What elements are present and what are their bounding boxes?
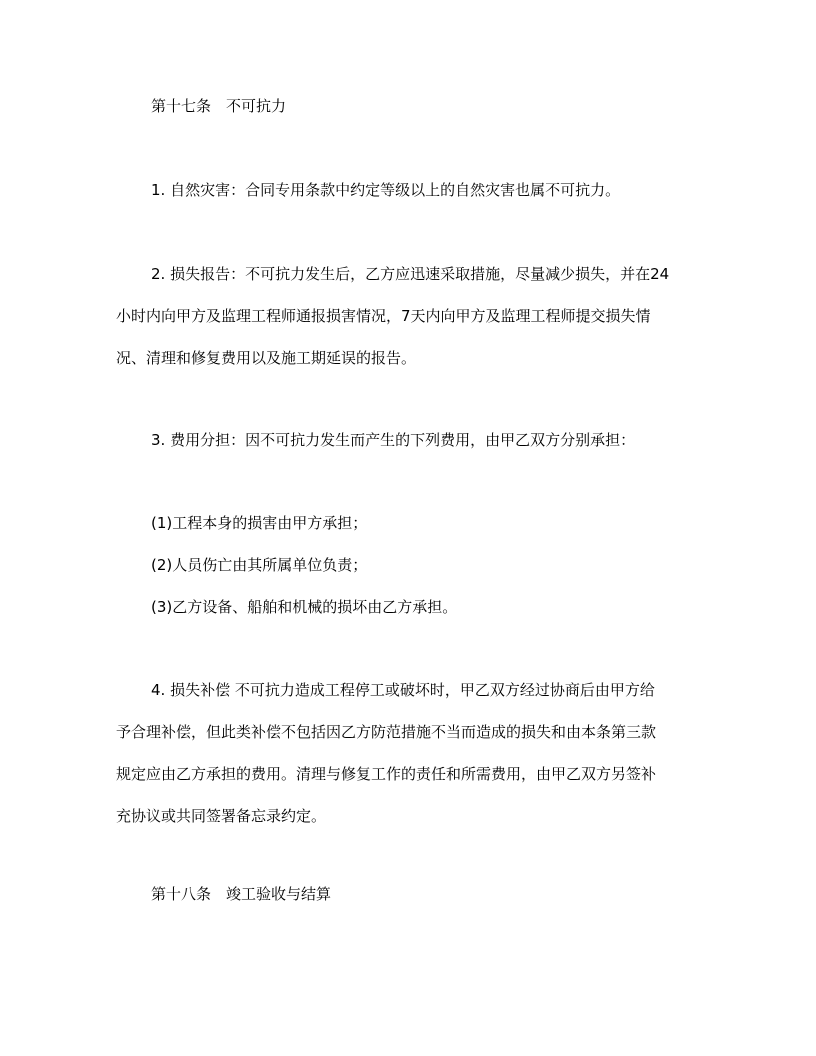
clause-1-natural-disaster: 1. 自然灾害：合同专用条款中约定等级以上的自然灾害也属不可抗力。 xyxy=(151,181,621,199)
article-17-heading: 第十七条 不可抗力 xyxy=(151,97,287,115)
cost-item-2: (2)人员伤亡由其所属单位负责； xyxy=(151,556,368,574)
clause-4-line-4: 充协议或共同签署备忘录约定。 xyxy=(116,807,327,825)
clause-4-line-3: 规定应由乙方承担的费用。清理与修复工作的责任和所需费用，由甲乙双方另签补 xyxy=(116,765,657,783)
article-18-heading: 第十八条 竣工验收与结算 xyxy=(151,885,332,903)
clause-4-line-1: 4. 损失补偿 不可抗力造成工程停工或破坏时，甲乙双方经过协商后由甲方给 xyxy=(151,681,655,699)
clause-4-line-2: 予合理补偿，但此类补偿不包括因乙方防范措施不当而造成的损失和由本条第三款 xyxy=(116,723,657,741)
cost-item-1: (1)工程本身的损害由甲方承担； xyxy=(151,514,368,532)
clause-3-cost-sharing: 3. 费用分担：因不可抗力发生而产生的下列费用，由甲乙双方分别承担： xyxy=(151,431,636,449)
cost-item-3: (3)乙方设备、船舶和机械的损坏由乙方承担。 xyxy=(151,598,458,616)
clause-2-line-3: 况、清理和修复费用以及施工期延误的报告。 xyxy=(116,349,417,367)
clause-2-line-1: 2. 损失报告：不可抗力发生后，乙方应迅速采取措施，尽量减少损失，并在24 xyxy=(151,265,670,283)
clause-2-line-2: 小时内向甲方及监理工程师通报损害情况，7天内向甲方及监理工程师提交损失情 xyxy=(116,307,651,325)
